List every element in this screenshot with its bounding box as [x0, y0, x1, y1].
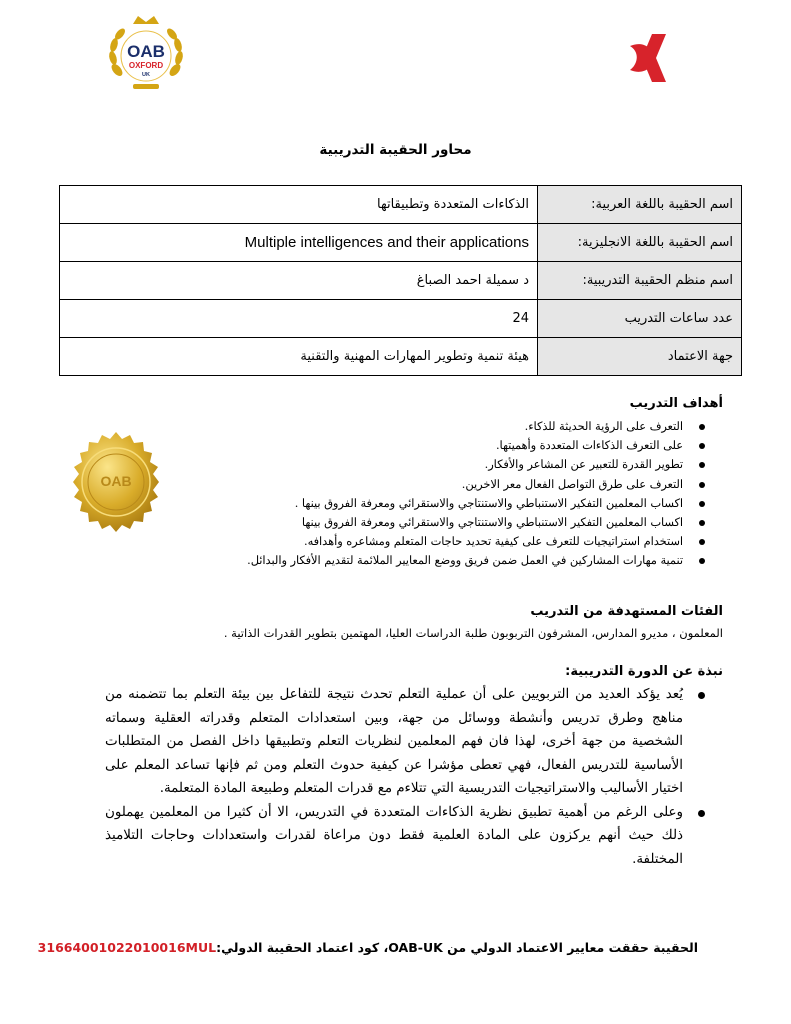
table-row: [60, 186, 742, 224]
goals-list: [85, 417, 705, 571]
oab-logo-line2: OXFORD: [128, 61, 164, 70]
table-row: [60, 262, 742, 300]
brand-logo: [626, 32, 688, 84]
footer-code: 3166400102201001​6MUL: [37, 940, 217, 955]
target-text: المعلمون ، مديرو المدارس، المشرفون التربوبون طلبة الدراسات العليا، المهتمين بتطوير القدرات الذاتية .: [223, 626, 723, 640]
row-label-accreditation: جهة الاعتماد: [538, 338, 742, 376]
list-item: تطوير القدرة للتعبير عن المشاعر والأفكار.: [85, 455, 705, 474]
row-value-english-name: Multiple intelligences and their applications: [60, 224, 538, 262]
row-label-organizer: اسم منظم الحقيبة التدريبية:: [538, 262, 742, 300]
list-item: يُعد يؤكد العديد من التربويين على أن عملية التعلم تحدث نتيجة للتفاعل بين بيئة التعلم بما تتضمنه من مناهج وطرق تدريس وأنشطة ووسائل من جهة، وبين استعدادات المتعلم وقدراته العقلية وسماته الشخصية من جهة أخرى، لهذا فان فهم المعلمين لنظريات التعلم وتطبيقها داخل الفصل من المتطلبات الأساسية للتدريس الفعال، فهي تعطى مؤشرا عن كيفية حدوث التعلم ومن ثم فإنها تساعد المعلم على اختيار الأساليب والاستراتيجيات التدريسية التي تتلاءم مع قدرات المتعلم وطبيعة المادة المتعلمة.: [105, 683, 705, 801]
target-heading: الفئات المستهدفة من التدريب: [530, 604, 723, 619]
list-item: وعلى الرغم من أهمية تطبيق نظرية الذكاءات المتعددة في التدريس، الا أن كثيرا من المعلمين يهملون ذلك حيث أنهم يركزون على المادة العلمية فقط دون مراعاة لقدرات واستعدادات وحاجات التلاميذ المختلفة.: [105, 801, 705, 872]
list-item: تنمية مهارات المشاركين في العمل ضمن فريق ووضع المعايير الملائمة لتقديم الأفكار والبدائل.: [85, 551, 705, 570]
row-value-hours: 24: [60, 300, 538, 338]
row-label-arabic-name: اسم الحقيبة باللغة العربية:: [538, 186, 742, 224]
row-value-organizer: د سميلة احمد الصباغ: [60, 262, 538, 300]
seal-text: OAB: [100, 473, 132, 489]
oab-logo-line1: OAB: [127, 42, 165, 61]
about-heading: نبذة عن الدورة التدريبية:: [565, 664, 723, 679]
list-item: على التعرف الذكاءات المتعددة وأهميتها.: [85, 436, 705, 455]
about-list: [105, 683, 705, 871]
list-item: اكساب المعلمين التفكير الاستنباطي والاستنتاجي والاستقرائي ومعرفة الفروق بينها .: [85, 494, 705, 513]
row-label-hours: عدد ساعات التدريب: [538, 300, 742, 338]
table-row: [60, 300, 742, 338]
row-value-arabic-name: الذكاءات المتعددة وتطبيقاتها: [60, 186, 538, 224]
page-title: محاور الحقيبة التدريبية: [319, 142, 472, 158]
row-value-accreditation: هيئة تنمية وتطوير المهارات المهنية والتقنية: [60, 338, 538, 376]
row-label-english-name: اسم الحقيبة باللغة الانجليزية:: [538, 224, 742, 262]
list-item: التعرف على طرق التواصل الفعال معر الاخرين.: [85, 475, 705, 494]
list-item: اكساب المعلمين التفكير الاستنباطي والاستنتاجي والاستقرائي ومعرفة الفروق بينها: [85, 513, 705, 532]
oab-oxford-logo: [103, 12, 189, 98]
table-row: [60, 224, 742, 262]
goals-heading: أهداف التدريب: [629, 396, 723, 411]
list-item: استخدام استراتيجيات للتعرف على كيفية تحديد حاجات المتعلم ومشاعره وأهدافه.: [85, 532, 705, 551]
oab-logo-line3: UK: [142, 72, 150, 78]
table-row: [60, 338, 742, 376]
info-table: [59, 185, 742, 376]
footer-accreditation: [38, 940, 698, 955]
footer-text: الحقيبة حققت معايير الاعتماد الدولي من OAB-UK، كود اعتماد الحقيبة الدولي:: [216, 940, 698, 955]
list-item: التعرف على الرؤية الحديثة للذكاء.: [85, 417, 705, 436]
